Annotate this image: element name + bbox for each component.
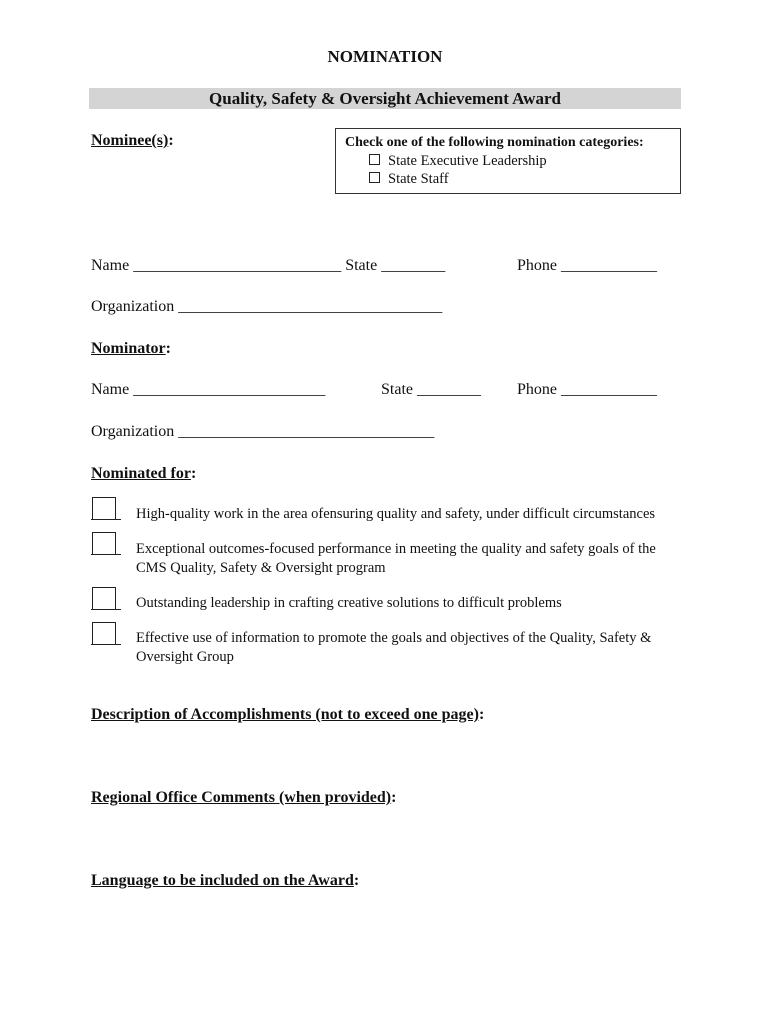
description-heading-colon: : — [478, 706, 485, 723]
regional-comments-heading — [91, 789, 396, 807]
award-language-heading-text: Language to be included on the Award — [91, 872, 354, 889]
category-prompt: Check one of the following nomination categories: — [345, 135, 644, 150]
nominee-heading-colon: : — [168, 132, 174, 149]
nomination-checkbox-3[interactable] — [92, 587, 116, 610]
nominated-for-heading-colon: : — [190, 465, 197, 482]
nominator-heading — [91, 340, 171, 358]
nominated-for-heading-text: Nominated for — [91, 465, 191, 482]
nominee-heading — [91, 132, 174, 150]
regional-comments-heading-text: Regional Office Comments (when provided) — [91, 789, 392, 806]
nominee-organization-field[interactable]: Organization _________________________________ — [91, 298, 443, 315]
nomination-checkbox-2[interactable] — [92, 532, 116, 555]
nomination-item-line: Exceptional outcomes-focused performance in meeting the quality and safety goals of the — [136, 541, 656, 557]
nomination-item-line: CMS Quality, Safety & Oversight program — [136, 560, 386, 576]
nominator-heading-colon: : — [165, 340, 171, 357]
nomination-item-line: High-quality work in the area ofensuring quality and safety, under difficult circumstances — [136, 506, 656, 522]
nomination-checkbox-4[interactable] — [92, 622, 116, 645]
nominator-heading-text: Nominator — [91, 340, 166, 357]
checkbox-icon[interactable] — [369, 172, 380, 183]
nominator-phone-field[interactable]: Phone ____________ — [517, 381, 657, 398]
award-language-heading-colon: : — [353, 872, 360, 889]
category-option-label: State Executive Leadership — [388, 153, 547, 169]
nominator-name-field[interactable]: Name ________________________ — [91, 381, 326, 398]
nomination-item-line: Outstanding leadership in crafting creative solutions to difficult problems — [136, 595, 562, 611]
nominee-name-state-field[interactable]: Name __________________________ State ________ — [91, 257, 446, 274]
nominee-heading-text: Nominee(s) — [91, 132, 169, 149]
category-option-label: State Staff — [388, 171, 449, 187]
regional-comments-heading-colon: : — [391, 789, 397, 806]
page-title: NOMINATION — [327, 47, 443, 66]
category-option-executive[interactable] — [369, 153, 547, 170]
nominator-state-field[interactable]: State ________ — [381, 381, 481, 398]
checkbox-underline — [91, 644, 121, 645]
nominated-for-heading — [91, 465, 196, 483]
nominee-phone-field[interactable]: Phone ____________ — [517, 257, 657, 274]
checkbox-underline — [91, 519, 121, 520]
award-language-heading — [91, 872, 359, 890]
checkbox-underline — [91, 609, 121, 610]
description-heading-text: Description of Accomplishments (not to exceed one page) — [91, 706, 479, 723]
nominator-organization-field[interactable]: Organization ________________________________ — [91, 423, 435, 440]
checkbox-underline — [91, 554, 121, 555]
nomination-item-line: Effective use of information to promote the goals and objectives of the Quality, Safety & — [136, 630, 652, 646]
nomination-item-1 — [136, 505, 655, 524]
description-heading — [91, 706, 484, 724]
award-title: Quality, Safety & Oversight Achievement Award — [209, 89, 561, 108]
nomination-item-4 — [136, 629, 651, 667]
nomination-checkbox-1[interactable] — [92, 497, 116, 520]
nomination-item-3 — [136, 594, 562, 613]
category-option-staff[interactable] — [369, 171, 449, 188]
nomination-item-line: Oversight Group — [136, 649, 234, 665]
nomination-item-2 — [136, 540, 656, 578]
checkbox-icon[interactable] — [369, 154, 380, 165]
